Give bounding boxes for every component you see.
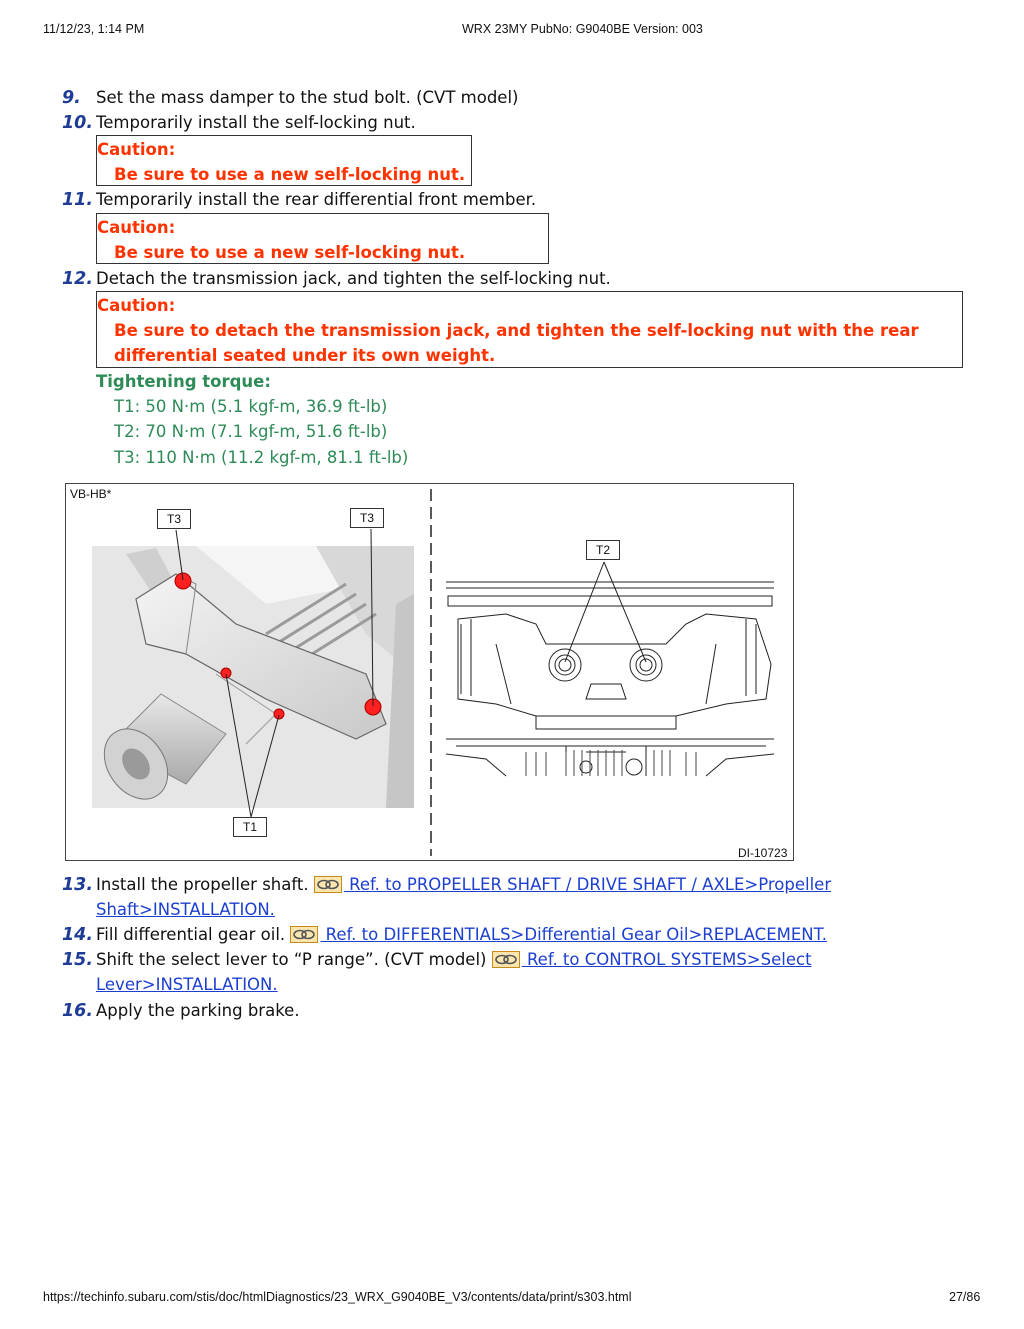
step-text: Fill differential gear oil. xyxy=(96,925,286,944)
figure-id: DI-10723 xyxy=(738,846,788,860)
caution-text: Be sure to use a new self-locking nut. xyxy=(114,165,466,184)
caution-title: Caution: xyxy=(97,140,176,159)
torque-spec: T3: 110 N·m (11.2 kgf-m, 81.1 ft-lb) xyxy=(114,448,409,467)
right-view xyxy=(446,582,774,776)
caution-text: Be sure to detach the transmission jack, and tighten the self-locking nut with the rear xyxy=(114,321,919,340)
caution-text: Be sure to use a new self-locking nut. xyxy=(114,243,466,262)
step-11 xyxy=(62,187,536,213)
figure-illustration xyxy=(65,483,794,861)
step-number: 14. xyxy=(62,925,94,945)
step-text: Set the mass damper to the stud bolt. (CVT model) xyxy=(96,88,519,107)
step-text: Temporarily install the self-locking nut. xyxy=(96,113,416,132)
reference-link[interactable] xyxy=(290,925,827,944)
step-13 xyxy=(62,872,831,898)
step-number: 13. xyxy=(62,875,94,895)
caution-box xyxy=(96,135,472,186)
reference-link-continued[interactable]: Shaft>INSTALLATION. xyxy=(96,900,275,919)
chain-link-icon xyxy=(492,951,520,968)
reference-link[interactable] xyxy=(314,875,831,894)
page-url: https://techinfo.subaru.com/stis/doc/htmlDiagnostics/23_WRX_G9040BE_V3/contents/data/print/s303.html xyxy=(43,1290,632,1304)
step-15 xyxy=(62,947,812,973)
caution-box xyxy=(96,291,963,368)
link-text[interactable]: Ref. to CONTROL SYSTEMS>Select xyxy=(521,950,812,969)
torque-spec: T2: 70 N·m (7.1 kgf-m, 51.6 ft-lb) xyxy=(114,422,388,441)
step-14 xyxy=(62,922,827,948)
step-number: 10. xyxy=(62,113,94,133)
step-10 xyxy=(62,110,416,136)
chain-link-icon xyxy=(314,876,342,893)
page-number: 27/86 xyxy=(949,1290,981,1304)
left-view xyxy=(91,546,414,811)
callout-t2: T2 xyxy=(586,540,620,560)
step-text: Detach the transmission jack, and tighten the self-locking nut. xyxy=(96,269,611,288)
link-text[interactable]: Ref. to PROPELLER SHAFT / DRIVE SHAFT / AXLE>Propeller xyxy=(343,875,832,894)
step-16 xyxy=(62,998,300,1024)
step-text: Shift the select lever to “P range”. (CVT model) xyxy=(96,950,487,969)
caution-box xyxy=(96,213,549,264)
step-text: Temporarily install the rear differential front member. xyxy=(96,190,537,209)
document-title: WRX 23MY PubNo: G9040BE Version: 003 xyxy=(462,22,703,36)
step-text: Apply the parking brake. xyxy=(96,1001,300,1020)
link-text[interactable]: Ref. to DIFFERENTIALS>Differential Gear Oil>REPLACEMENT. xyxy=(320,925,827,944)
figure-corner-label: VB-HB* xyxy=(70,487,112,501)
caution-title: Caution: xyxy=(97,218,176,237)
step-number: 16. xyxy=(62,1001,94,1021)
step-number: 12. xyxy=(62,269,94,289)
caution-title: Caution: xyxy=(97,296,176,315)
print-datetime: 11/12/23, 1:14 PM xyxy=(43,22,145,36)
figure-drawing xyxy=(66,484,793,860)
callout-t1: T1 xyxy=(233,817,267,837)
reference-link-continued[interactable]: Lever>INSTALLATION. xyxy=(96,975,278,994)
step-number: 15. xyxy=(62,950,94,970)
step-text: Install the propeller shaft. xyxy=(96,875,309,894)
caution-text: differential seated under its own weight. xyxy=(114,346,496,365)
step-number: 11. xyxy=(62,190,94,210)
chain-link-icon xyxy=(290,926,318,943)
torque-spec: T1: 50 N·m (5.1 kgf-m, 36.9 ft-lb) xyxy=(114,397,388,416)
step-number: 9. xyxy=(62,88,81,108)
step-9 xyxy=(62,85,518,111)
torque-title: Tightening torque: xyxy=(96,372,271,391)
callout-t3-right: T3 xyxy=(350,508,384,528)
callout-t3-left: T3 xyxy=(157,509,191,529)
step-12 xyxy=(62,266,611,292)
reference-link[interactable] xyxy=(492,950,812,969)
